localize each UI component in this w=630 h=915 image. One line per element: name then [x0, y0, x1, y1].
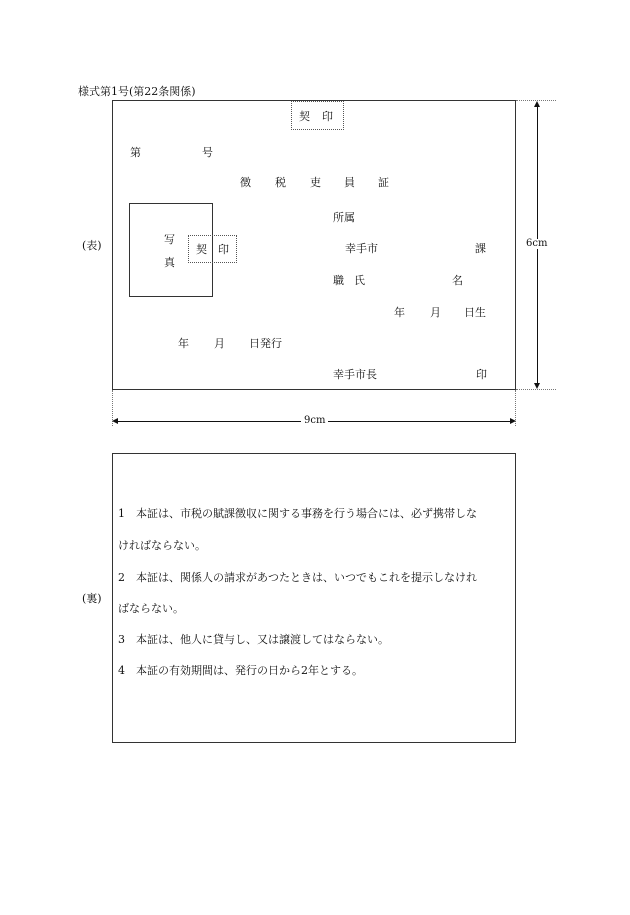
back-item-2-num: 2 — [118, 571, 125, 584]
affiliation-label: 所属 — [333, 211, 355, 224]
position-label: 職 — [333, 274, 344, 287]
width-dim-label: 9cm — [301, 416, 328, 426]
card-title-char-2: 税 — [275, 176, 286, 189]
issue-year: 年 — [178, 337, 189, 350]
birth-day: 日生 — [464, 306, 486, 319]
height-dim-label: 6cm — [523, 239, 550, 249]
dim-ext-bottom — [516, 389, 556, 390]
card-title-char-3: 吏 — [310, 176, 321, 189]
card-title-char-5: 証 — [378, 176, 389, 189]
number-prefix: 第 — [130, 146, 141, 159]
back-side-label: (裏) — [82, 592, 102, 605]
name-label-2: 名 — [452, 274, 463, 287]
card-title-char-4: 員 — [344, 176, 355, 189]
name-label-1: 氏 — [354, 274, 365, 287]
photo-seal-char-2: 印 — [218, 243, 229, 256]
city-name: 幸手市 — [345, 242, 378, 255]
photo-seal-box — [188, 235, 237, 263]
card-title-char-1: 徴 — [240, 176, 251, 189]
back-item-2-line-1: 本証は、関係人の請求があつたときは、いつでもこれを提示しなけれ — [136, 571, 477, 584]
back-item-3-num: 3 — [118, 633, 125, 646]
top-seal-char-1: 契 — [299, 110, 310, 123]
number-suffix: 号 — [202, 146, 213, 159]
height-dim-arrow-bottom — [534, 383, 540, 389]
front-card — [112, 100, 516, 390]
width-dim-arrow-left — [112, 418, 118, 424]
back-item-1-line-1: 本証は、市税の賦課徴収に関する事務を行う場合には、必ず携帯しな — [136, 507, 477, 520]
back-item-4-line-1: 本証の有効期間は、発行の日から2年とする。 — [136, 664, 363, 677]
birth-month: 月 — [430, 306, 441, 319]
back-item-1-line-2: ければならない。 — [118, 539, 206, 552]
form-title: 様式第1号(第22条関係) — [78, 85, 196, 98]
top-seal-char-2: 印 — [322, 110, 333, 123]
back-item-1-num: 1 — [118, 507, 125, 520]
photo-label-char-1: 写 — [164, 233, 175, 246]
back-item-3-line-1: 本証は、他人に貸与し、又は譲渡してはならない。 — [136, 633, 389, 646]
section-suffix: 課 — [475, 242, 486, 255]
back-card — [112, 453, 516, 743]
back-item-2-line-2: ばならない。 — [118, 602, 184, 615]
front-side-label: (表) — [82, 239, 102, 252]
photo-seal-char-1: 契 — [196, 243, 207, 256]
issue-day: 日発行 — [249, 337, 282, 350]
back-item-4-num: 4 — [118, 664, 125, 677]
issuer: 幸手市長 — [333, 368, 377, 381]
top-seal-box — [291, 101, 344, 130]
width-dim-arrow-right — [510, 418, 516, 424]
birth-year: 年 — [394, 306, 405, 319]
height-dim-arrow-top — [534, 101, 540, 107]
photo-label-char-2: 真 — [164, 256, 175, 269]
issuer-seal: 印 — [476, 368, 487, 381]
issue-month: 月 — [214, 337, 225, 350]
